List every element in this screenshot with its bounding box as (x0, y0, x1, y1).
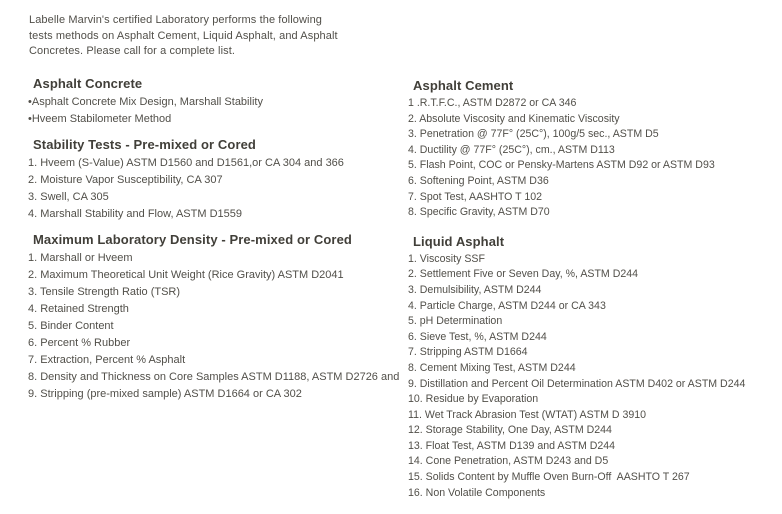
list-item: 10. Residue by Evaporation (408, 393, 539, 406)
section-asphalt-cement (408, 78, 780, 221)
section-heading: Liquid Asphalt (413, 233, 505, 249)
list-item: 12. Storage Stability, One Day, ASTM D244 (408, 424, 612, 437)
section-heading: Stability Tests - Pre-mixed or Cored (33, 137, 256, 152)
list-item: 3. Swell, CA 305 (28, 191, 109, 203)
section-asphalt-concrete (28, 76, 406, 128)
list-item: 2. Moisture Vapor Susceptibility, CA 307 (28, 174, 223, 186)
list-item: 4. Marshall Stability and Flow, ASTM D1559 (28, 208, 242, 220)
list-item: 7. Stripping ASTM D1664 (408, 346, 528, 359)
list-item: 8. Density and Thickness on Core Samples ASTM D1188, ASTM D2726 and (28, 371, 400, 383)
list-item: 3. Tensile Strength Ratio (TSR) (28, 286, 181, 298)
list-item: 9. Stripping (pre-mixed sample) ASTM D1664 or CA 302 (28, 388, 302, 400)
intro-line: tests methods on Asphalt Cement, Liquid Asphalt, and Asphalt (29, 29, 338, 42)
section-heading: Asphalt Cement (413, 78, 514, 93)
list-item: 3. Penetration @ 77F° (25C°), 100g/5 sec., ASTM D5 (408, 128, 659, 141)
section-maximum-laboratory-density-pre-mixed-or-cored (28, 232, 406, 403)
list-item: 11. Wet Track Abrasion Test (WTAT) ASTM D 3910 (408, 408, 647, 421)
list-item: 16. Non Volatile Components (408, 486, 546, 499)
list-item: 1. Hveem (S-Value) ASTM D1560 and D1561,or CA 304 and 366 (28, 157, 344, 169)
section-stability-tests-pre-mixed-or-cored (28, 137, 406, 223)
list-item: 3. Demulsibility, ASTM D244 (408, 283, 542, 296)
list-item: 13. Float Test, ASTM D139 and ASTM D244 (408, 439, 616, 452)
intro-paragraph (29, 13, 338, 60)
list-item: 7. Extraction, Percent % Asphalt (28, 354, 186, 366)
list-item: 2. Maximum Theoretical Unit Weight (Rice Gravity) ASTM D2041 (28, 269, 344, 281)
list-item: 4. Retained Strength (28, 303, 129, 315)
list-item: 5. Flash Point, COC or Pensky-Martens ASTM D92 or ASTM D93 (408, 159, 715, 172)
list-item: 8. Specific Gravity, ASTM D70 (408, 206, 550, 219)
list-item: 4. Ductility @ 77F° (25C°), cm., ASTM D113 (408, 143, 615, 156)
list-item: 4. Particle Charge, ASTM D244 or CA 343 (408, 299, 606, 312)
list-item: 8. Cement Mixing Test, ASTM D244 (408, 361, 576, 374)
list-item: 2. Absolute Viscosity and Kinematic Viscosity (408, 112, 620, 125)
section-liquid-asphalt (408, 234, 780, 502)
list-item: 1. Viscosity SSF (408, 252, 485, 265)
list-item: 5. Binder Content (28, 320, 114, 332)
list-item: 14. Cone Penetration, ASTM D243 and D5 (408, 455, 609, 468)
left-column (28, 76, 406, 412)
intro-line: Concretes. Please call for a complete list. (29, 45, 236, 57)
list-item: 7. Spot Test, AASHTO T 102 (408, 190, 543, 203)
right-column (408, 78, 780, 514)
section-heading: Maximum Laboratory Density - Pre-mixed or Cored (33, 232, 352, 247)
list-item: 15. Solids Content by Muffle Oven Burn-Off AASHTO T 267 (408, 471, 690, 484)
list-item: 6. Sieve Test, %, ASTM D244 (408, 330, 547, 343)
section-heading: Asphalt Concrete (33, 76, 143, 91)
intro-line: Labelle Marvin's certified Laboratory performs the following (29, 14, 323, 26)
list-item: 5. pH Determination (408, 315, 503, 328)
list-item: 6. Softening Point, ASTM D36 (408, 174, 549, 187)
list-item: 2. Settlement Five or Seven Day, %, ASTM D244 (408, 268, 639, 281)
list-item: 6. Percent % Rubber (28, 337, 131, 349)
list-item: 9. Distillation and Percent Oil Determination ASTM D402 or ASTM D244 (408, 377, 746, 390)
list-item: 1. Marshall or Hveem (28, 252, 133, 264)
list-item: •Asphalt Concrete Mix Design, Marshall Stability (28, 96, 263, 108)
list-item: •Hveem Stabilometer Method (28, 113, 172, 125)
list-item: 1 .R.T.F.C., ASTM D2872 or CA 346 (408, 97, 577, 109)
